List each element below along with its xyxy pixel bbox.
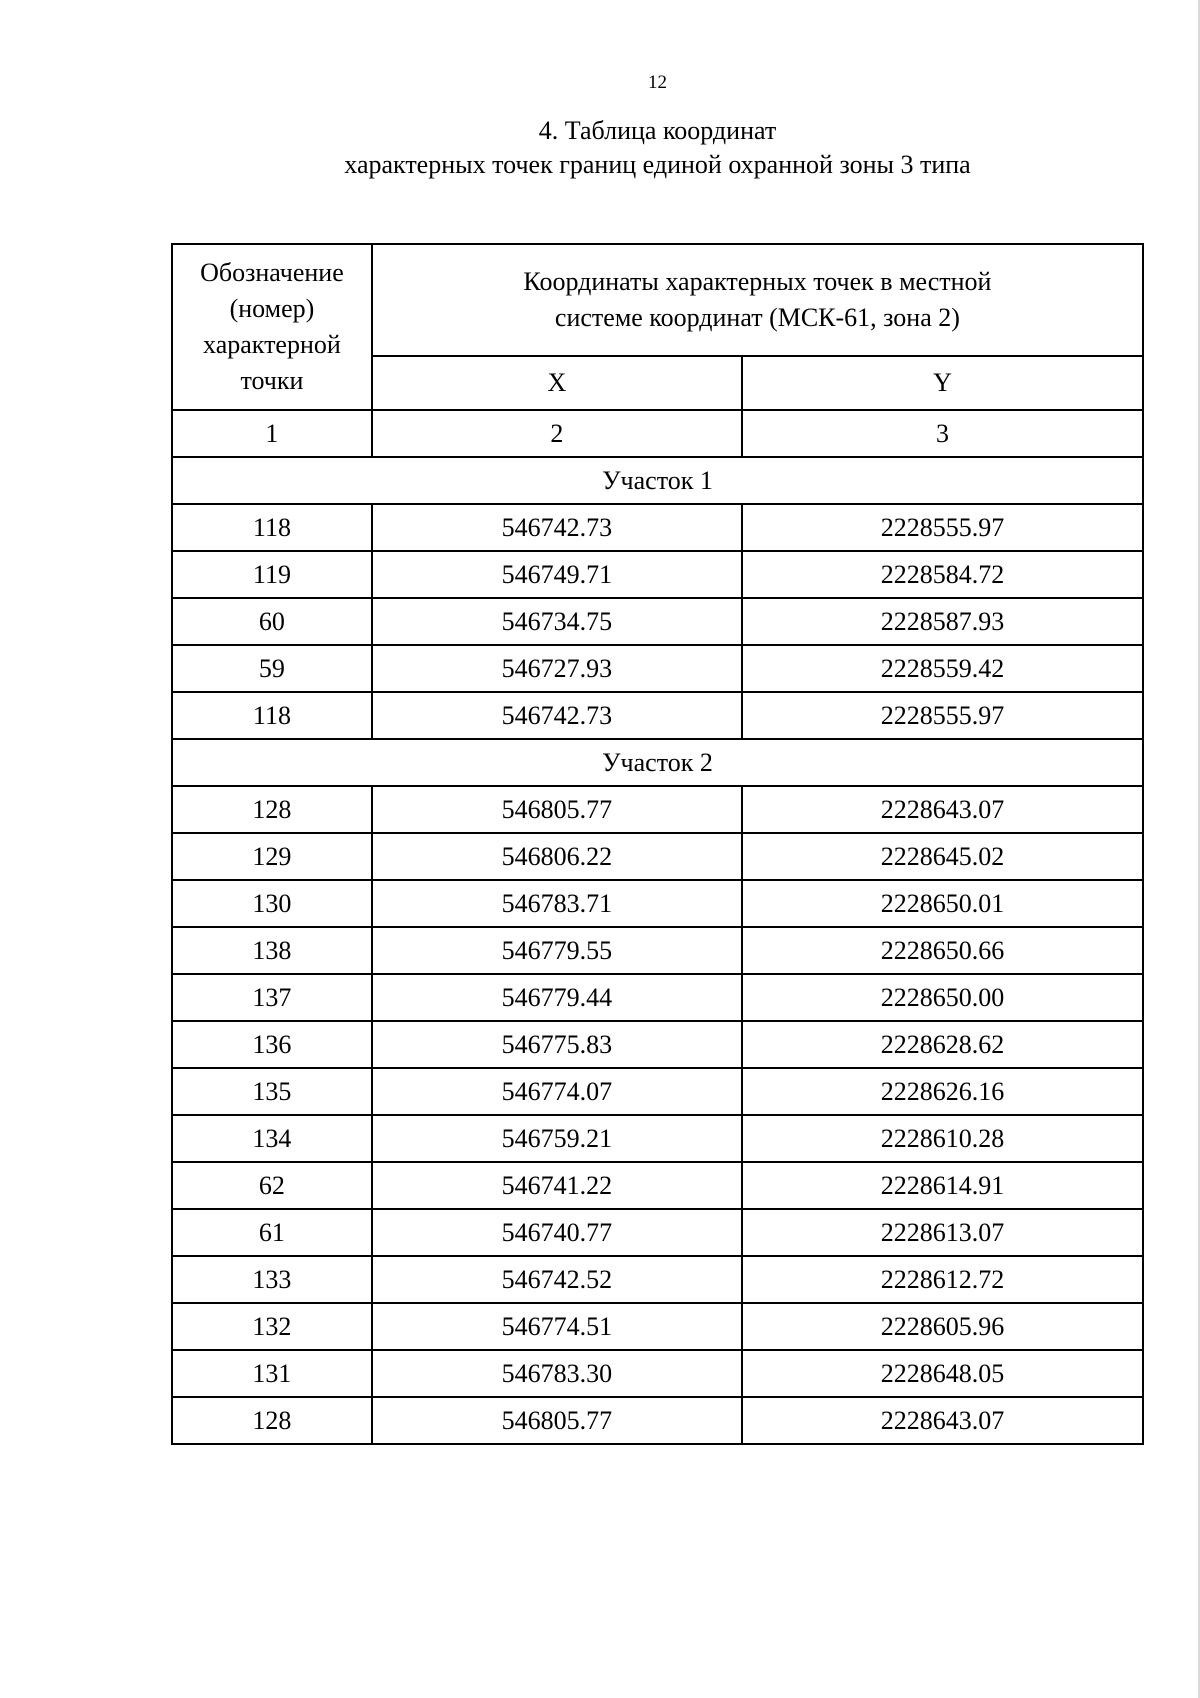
- table-row: [172, 1068, 1143, 1115]
- x-coordinate-cell: 546749.71: [372, 551, 742, 598]
- table-row: [172, 880, 1143, 927]
- table-row: [172, 1303, 1143, 1350]
- y-coordinate-cell: 2228612.72: [742, 1256, 1143, 1303]
- point-number-cell: 129: [172, 833, 372, 880]
- x-coordinate-cell: 546805.77: [372, 786, 742, 833]
- table-row: [172, 692, 1143, 739]
- point-number-cell: 133: [172, 1256, 372, 1303]
- x-coordinate-cell: 546805.77: [372, 1397, 742, 1444]
- y-coordinate-cell: 2228584.72: [742, 551, 1143, 598]
- y-coordinate-cell: 2228587.93: [742, 598, 1143, 645]
- title-line-1: 4. Таблица координат: [538, 116, 777, 145]
- y-coordinate-cell: 2228628.62: [742, 1021, 1143, 1068]
- table-row: [172, 551, 1143, 598]
- y-coordinate-cell: 2228650.01: [742, 880, 1143, 927]
- header-y: Y: [742, 356, 1143, 410]
- y-coordinate-cell: 2228605.96: [742, 1303, 1143, 1350]
- y-coordinate-cell: 2228648.05: [742, 1350, 1143, 1397]
- point-number-cell: 134: [172, 1115, 372, 1162]
- table-row: [172, 1209, 1143, 1256]
- table-row: [172, 645, 1143, 692]
- point-number-cell: 119: [172, 551, 372, 598]
- point-number-cell: 61: [172, 1209, 372, 1256]
- point-number-cell: 62: [172, 1162, 372, 1209]
- table-row: [172, 1115, 1143, 1162]
- page-title: [0, 114, 1200, 182]
- y-coordinate-cell: 2228643.07: [742, 1397, 1143, 1444]
- page-number: 12: [648, 72, 667, 93]
- x-coordinate-cell: 546783.30: [372, 1350, 742, 1397]
- section-row: [172, 457, 1143, 504]
- x-coordinate-cell: 546734.75: [372, 598, 742, 645]
- point-number-cell: 132: [172, 1303, 372, 1350]
- y-coordinate-cell: 2228559.42: [742, 645, 1143, 692]
- point-number-cell: 118: [172, 692, 372, 739]
- x-coordinate-cell: 546779.55: [372, 927, 742, 974]
- table-row: [172, 1350, 1143, 1397]
- x-coordinate-cell: 546774.51: [372, 1303, 742, 1350]
- y-coordinate-cell: 2228555.97: [742, 692, 1143, 739]
- table-row: [172, 974, 1143, 1021]
- point-number-cell: 60: [172, 598, 372, 645]
- point-number-cell: 137: [172, 974, 372, 1021]
- table-row: [172, 1021, 1143, 1068]
- x-coordinate-cell: 546742.73: [372, 504, 742, 551]
- table-row: [172, 1397, 1143, 1444]
- point-number-cell: 138: [172, 927, 372, 974]
- header-point-designation: Обозначение (номер) характерной точки: [172, 244, 372, 410]
- point-number-cell: 118: [172, 504, 372, 551]
- point-number-cell: 128: [172, 786, 372, 833]
- y-coordinate-cell: 2228610.28: [742, 1115, 1143, 1162]
- x-coordinate-cell: 546727.93: [372, 645, 742, 692]
- x-coordinate-cell: 546740.77: [372, 1209, 742, 1256]
- x-coordinate-cell: 546741.22: [372, 1162, 742, 1209]
- section-title: Участок 2: [172, 739, 1143, 786]
- point-number-cell: 128: [172, 1397, 372, 1444]
- x-coordinate-cell: 546742.52: [372, 1256, 742, 1303]
- table-row: [172, 833, 1143, 880]
- point-number-cell: 130: [172, 880, 372, 927]
- column-number-2: 2: [372, 410, 742, 457]
- section-title: Участок 1: [172, 457, 1143, 504]
- section-row: [172, 739, 1143, 786]
- y-coordinate-cell: 2228614.91: [742, 1162, 1143, 1209]
- y-coordinate-cell: 2228626.16: [742, 1068, 1143, 1115]
- point-number-cell: 136: [172, 1021, 372, 1068]
- table-row: [172, 1256, 1143, 1303]
- title-line-2: характерных точек границ единой охранной зоны 3 типа: [344, 150, 971, 179]
- x-coordinate-cell: 546779.44: [372, 974, 742, 1021]
- header-x: X: [372, 356, 742, 410]
- coordinates-table: [171, 243, 1144, 1445]
- x-coordinate-cell: 546759.21: [372, 1115, 742, 1162]
- x-coordinate-cell: 546783.71: [372, 880, 742, 927]
- point-number-cell: 135: [172, 1068, 372, 1115]
- table-row: [172, 1162, 1143, 1209]
- header-coordinates: Координаты характерных точек в местной системе координат (МСК-61, зона 2): [372, 244, 1143, 356]
- column-number-1: 1: [172, 410, 372, 457]
- table-row: [172, 927, 1143, 974]
- x-coordinate-cell: 546775.83: [372, 1021, 742, 1068]
- column-number-row: [172, 410, 1143, 457]
- table-row: [172, 504, 1143, 551]
- point-number-cell: 131: [172, 1350, 372, 1397]
- table-row: [172, 786, 1143, 833]
- table-row: [172, 598, 1143, 645]
- y-coordinate-cell: 2228643.07: [742, 786, 1143, 833]
- y-coordinate-cell: 2228645.02: [742, 833, 1143, 880]
- column-number-3: 3: [742, 410, 1143, 457]
- x-coordinate-cell: 546774.07: [372, 1068, 742, 1115]
- x-coordinate-cell: 546742.73: [372, 692, 742, 739]
- x-coordinate-cell: 546806.22: [372, 833, 742, 880]
- y-coordinate-cell: 2228650.66: [742, 927, 1143, 974]
- y-coordinate-cell: 2228555.97: [742, 504, 1143, 551]
- y-coordinate-cell: 2228650.00: [742, 974, 1143, 1021]
- point-number-cell: 59: [172, 645, 372, 692]
- y-coordinate-cell: 2228613.07: [742, 1209, 1143, 1256]
